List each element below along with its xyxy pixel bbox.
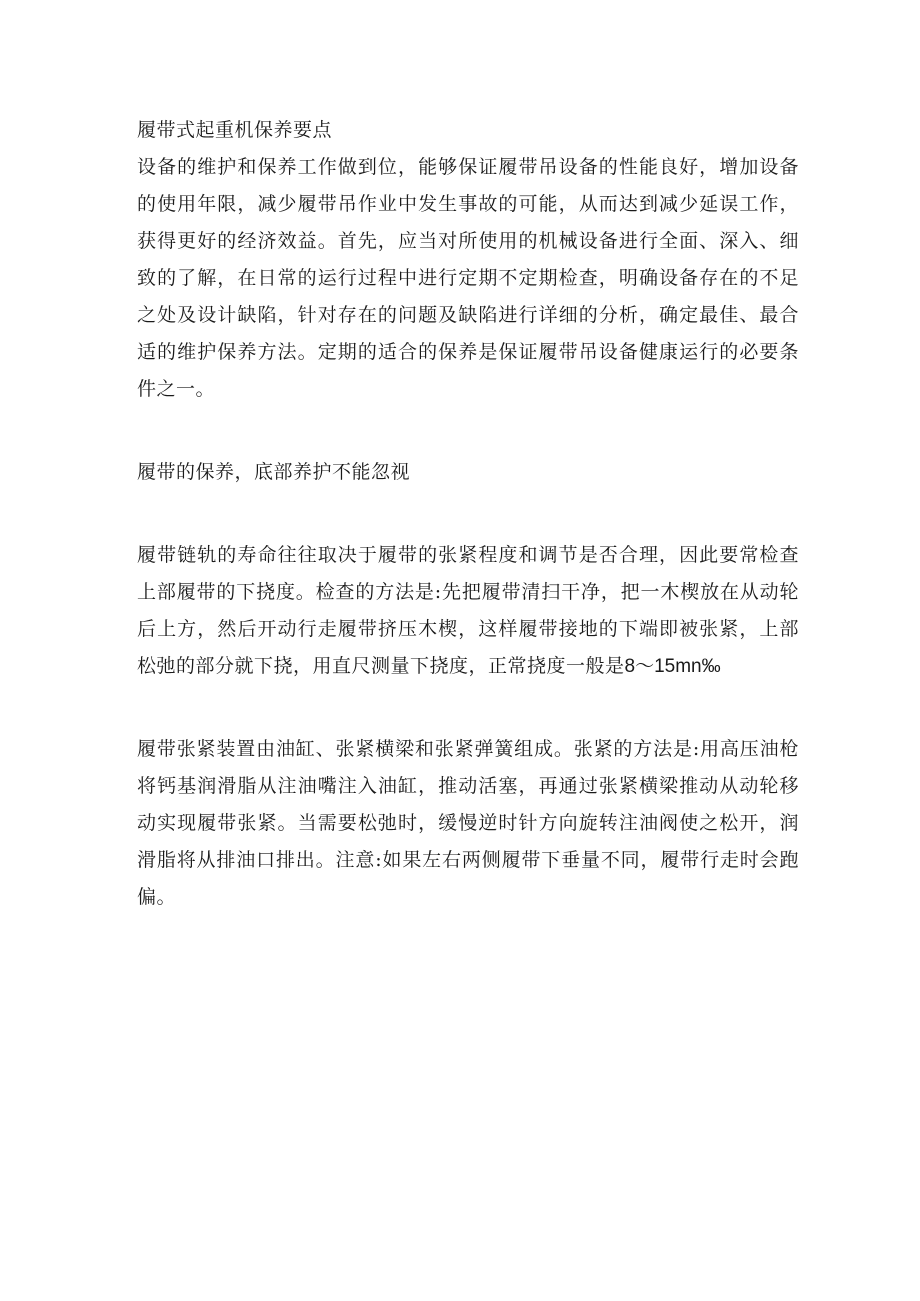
spacer xyxy=(137,685,799,731)
spacer xyxy=(137,491,799,537)
tension-paragraph-text: 履带链轨的寿命往往取决于履带的张紧程度和调节是否合理，因此要常检查上部履带的下挠度。检查的方法是:先把履带清扫干净，把一木楔放在从动轮后上方，然后开动行走履带挤压木楔，这样履带接地的下端即被张紧，上部松弛的部分就下挠，用直尺测量下挠度，正常挠度一般是 xyxy=(137,544,799,677)
spacer xyxy=(137,408,799,454)
document-title: 履带式起重机保养要点 xyxy=(137,119,333,141)
document-body xyxy=(137,112,799,916)
tension-paragraph xyxy=(137,537,799,685)
deflection-value: 8～15mn‰ xyxy=(624,656,721,677)
tensioner-paragraph: 履带张紧装置由油缸、张紧横梁和张紧弹簧组成。张紧的方法是:用高压油枪将钙基润滑脂从注油嘴注入油缸，推动活塞，再通过张紧横梁推动从动轮移动实现履带张紧。当需要松弛时，缓慢逆时针方向旋转注油阀使之松开，润滑脂将从排油口排出。注意:如果左右两侧履带下垂量不同，履带行走时会跑偏。 xyxy=(137,738,799,908)
section-heading: 履带的保养，底部养护不能忽视 xyxy=(137,461,411,483)
intro-paragraph: 设备的维护和保养工作做到位，能够保证履带吊设备的性能良好，增加设备的使用年限，减少履带吊作业中发生事故的可能，从而达到减少延误工作，获得更好的经济效益。首先，应当对所使用的机械设备进行全面、深入、细致的了解，在日常的运行过程中进行定期不定期检查，明确设备存在的不足之处及设计缺陷，针对存在的问题及缺陷进行详细的分析，确定最佳、最合适的维护保养方法。定期的适合的保养是保证履带吊设备健康运行的必要条件之一。 xyxy=(137,156,799,400)
